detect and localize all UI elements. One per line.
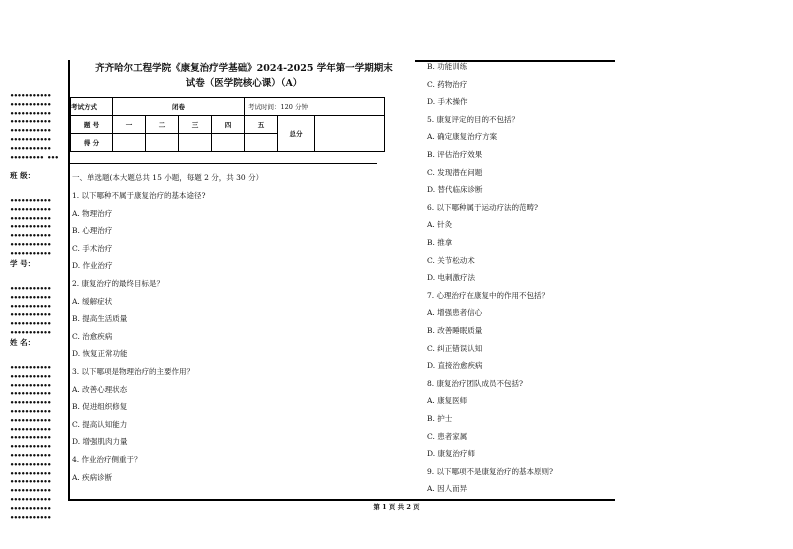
option-text: D. 作业治疗 [72,261,113,271]
student-id-label: 学 号： [10,259,36,268]
option-text: B. 改善睡眠质量 [427,326,483,335]
option-text: C. 手术治疗 [72,243,113,253]
option-text: A. 康复医师 [427,396,468,406]
name-label: 姓 名： [10,338,36,347]
binding-dots: ••••••••••• ••••••••••• ••••••••••• ••••••••••• ••••••••••• ••••••••••• ••••••••••• ••••••••• ••• [10,92,59,162]
exam-subtitle: 试卷（医学院核心课）（A） [185,78,303,89]
score-cell [245,134,278,152]
option-text: C. 药物治疗 [427,79,468,89]
option-text: C. 提高认知能力 [72,419,128,429]
column-4: 四 [212,116,245,134]
question-text: 9. 以下哪项不是康复治疗的基本原则? [427,466,554,476]
option-text: B. 评估治疗效果 [427,150,483,159]
total-label: 总分 [278,116,315,152]
option-text: C. 发现潜在问题 [427,167,483,177]
option-text: D. 恢复正常功能 [72,349,128,359]
question-no-label: 题 号 [71,116,113,134]
question-text: 1. 以下哪种不属于康复治疗的基本途径? [72,191,206,200]
option-text: B. 促进组织修复 [72,402,128,412]
exam-mode-label: 考试方式 [71,98,113,116]
option-text: B. 提高生活质量 [72,314,128,324]
question-text: 6. 以下哪种属于运动疗法的范畴? [427,202,539,212]
column-1: 一 [113,116,146,134]
option-text: D. 增强肌肉力量 [72,437,128,447]
total-score-cell [315,116,385,152]
question-text: 3. 以下哪项是物理治疗的主要作用？ [72,367,195,376]
column-2: 二 [146,116,179,134]
option-text: B. 护士 [427,414,453,423]
question-text: 7. 心理治疗在康复中的作用不包括？ [427,290,550,300]
question-text: 5. 康复评定的目的不包括？ [427,114,520,124]
option-text: A. 因人而异 [427,484,468,494]
bottom-border [68,499,615,501]
option-text: A. 针灸 [427,220,453,230]
exam-mode: 闭卷 [113,98,245,116]
option-text: D. 手术操作 [427,97,468,107]
option-text: D. 电刺激疗法 [427,273,476,283]
exam-title: 齐齐哈尔工程学院《康复治疗学基础》2024-2025 学年第一学期期末 [95,63,393,74]
divider [70,163,377,164]
score-table [70,97,385,152]
column-3: 三 [179,116,212,134]
option-text: A. 增强患者信心 [427,308,483,318]
option-text: D. 替代临床诊断 [427,185,483,195]
score-cell [146,134,179,152]
option-text: B. 心理治疗 [72,226,113,236]
question-text: 2. 康复治疗的最终目标是？ [72,279,165,288]
question-text: 4. 作业治疗侧重于？ [72,455,142,464]
option-text: C. 患者家属 [427,431,468,441]
option-text: A. 改善心理状态 [72,384,128,394]
option-text: C. 治愈疾病 [72,331,113,341]
binding-dots: ••••••••••• ••••••••••• ••••••••••• ••••••••••• ••••••••••• ••••••••••• ••••••••••• [10,197,51,258]
score-cell [179,134,212,152]
binding-dots: ••••••••••• ••••••••••• ••••••••••• ••••••••••• ••••••••••• ••••••••••• [10,285,51,337]
option-text: A. 疾病诊断 [72,472,113,482]
score-label: 得 分 [71,134,113,152]
page-footer: 第 1 页 共 2 页 [373,503,420,511]
option-text: C. 纠正错误认知 [427,343,483,353]
class-label: 班 级： [10,171,36,180]
exam-time: 考试时间：120 分钟 [245,98,385,116]
section-heading: 一、单选题(本大题总共 15 小题，每题 2 分，共 30 分） [72,173,264,182]
score-cell [113,134,146,152]
option-text: A. 缓解症状 [72,296,113,306]
option-text: D. 直接治愈疾病 [427,361,483,371]
option-text: D. 康复治疗师 [427,449,476,459]
option-text: B. 功能训练 [427,62,468,71]
score-cell [212,134,245,152]
option-text: A. 确定康复治疗方案 [427,132,498,142]
option-text: B. 推拿 [427,238,453,247]
question-text: 8. 康复治疗团队成员不包括? [427,378,524,388]
binding-dots: ••••••••••• ••••••••••• ••••••••••• ••••••••••• ••••••••••• ••••••••••• ••••••••••• ••••••••••• ••••••••••• ••••••••••• ••••••••••• ••••••••••• ••••••••••• ••••••••••• ••••••••••• ••••••••••• ••••••••••• ••••••••••• [10,364,51,522]
option-text: C. 关节松动术 [427,255,475,265]
option-text: A. 物理治疗 [72,208,113,218]
column-5: 五 [245,116,278,134]
